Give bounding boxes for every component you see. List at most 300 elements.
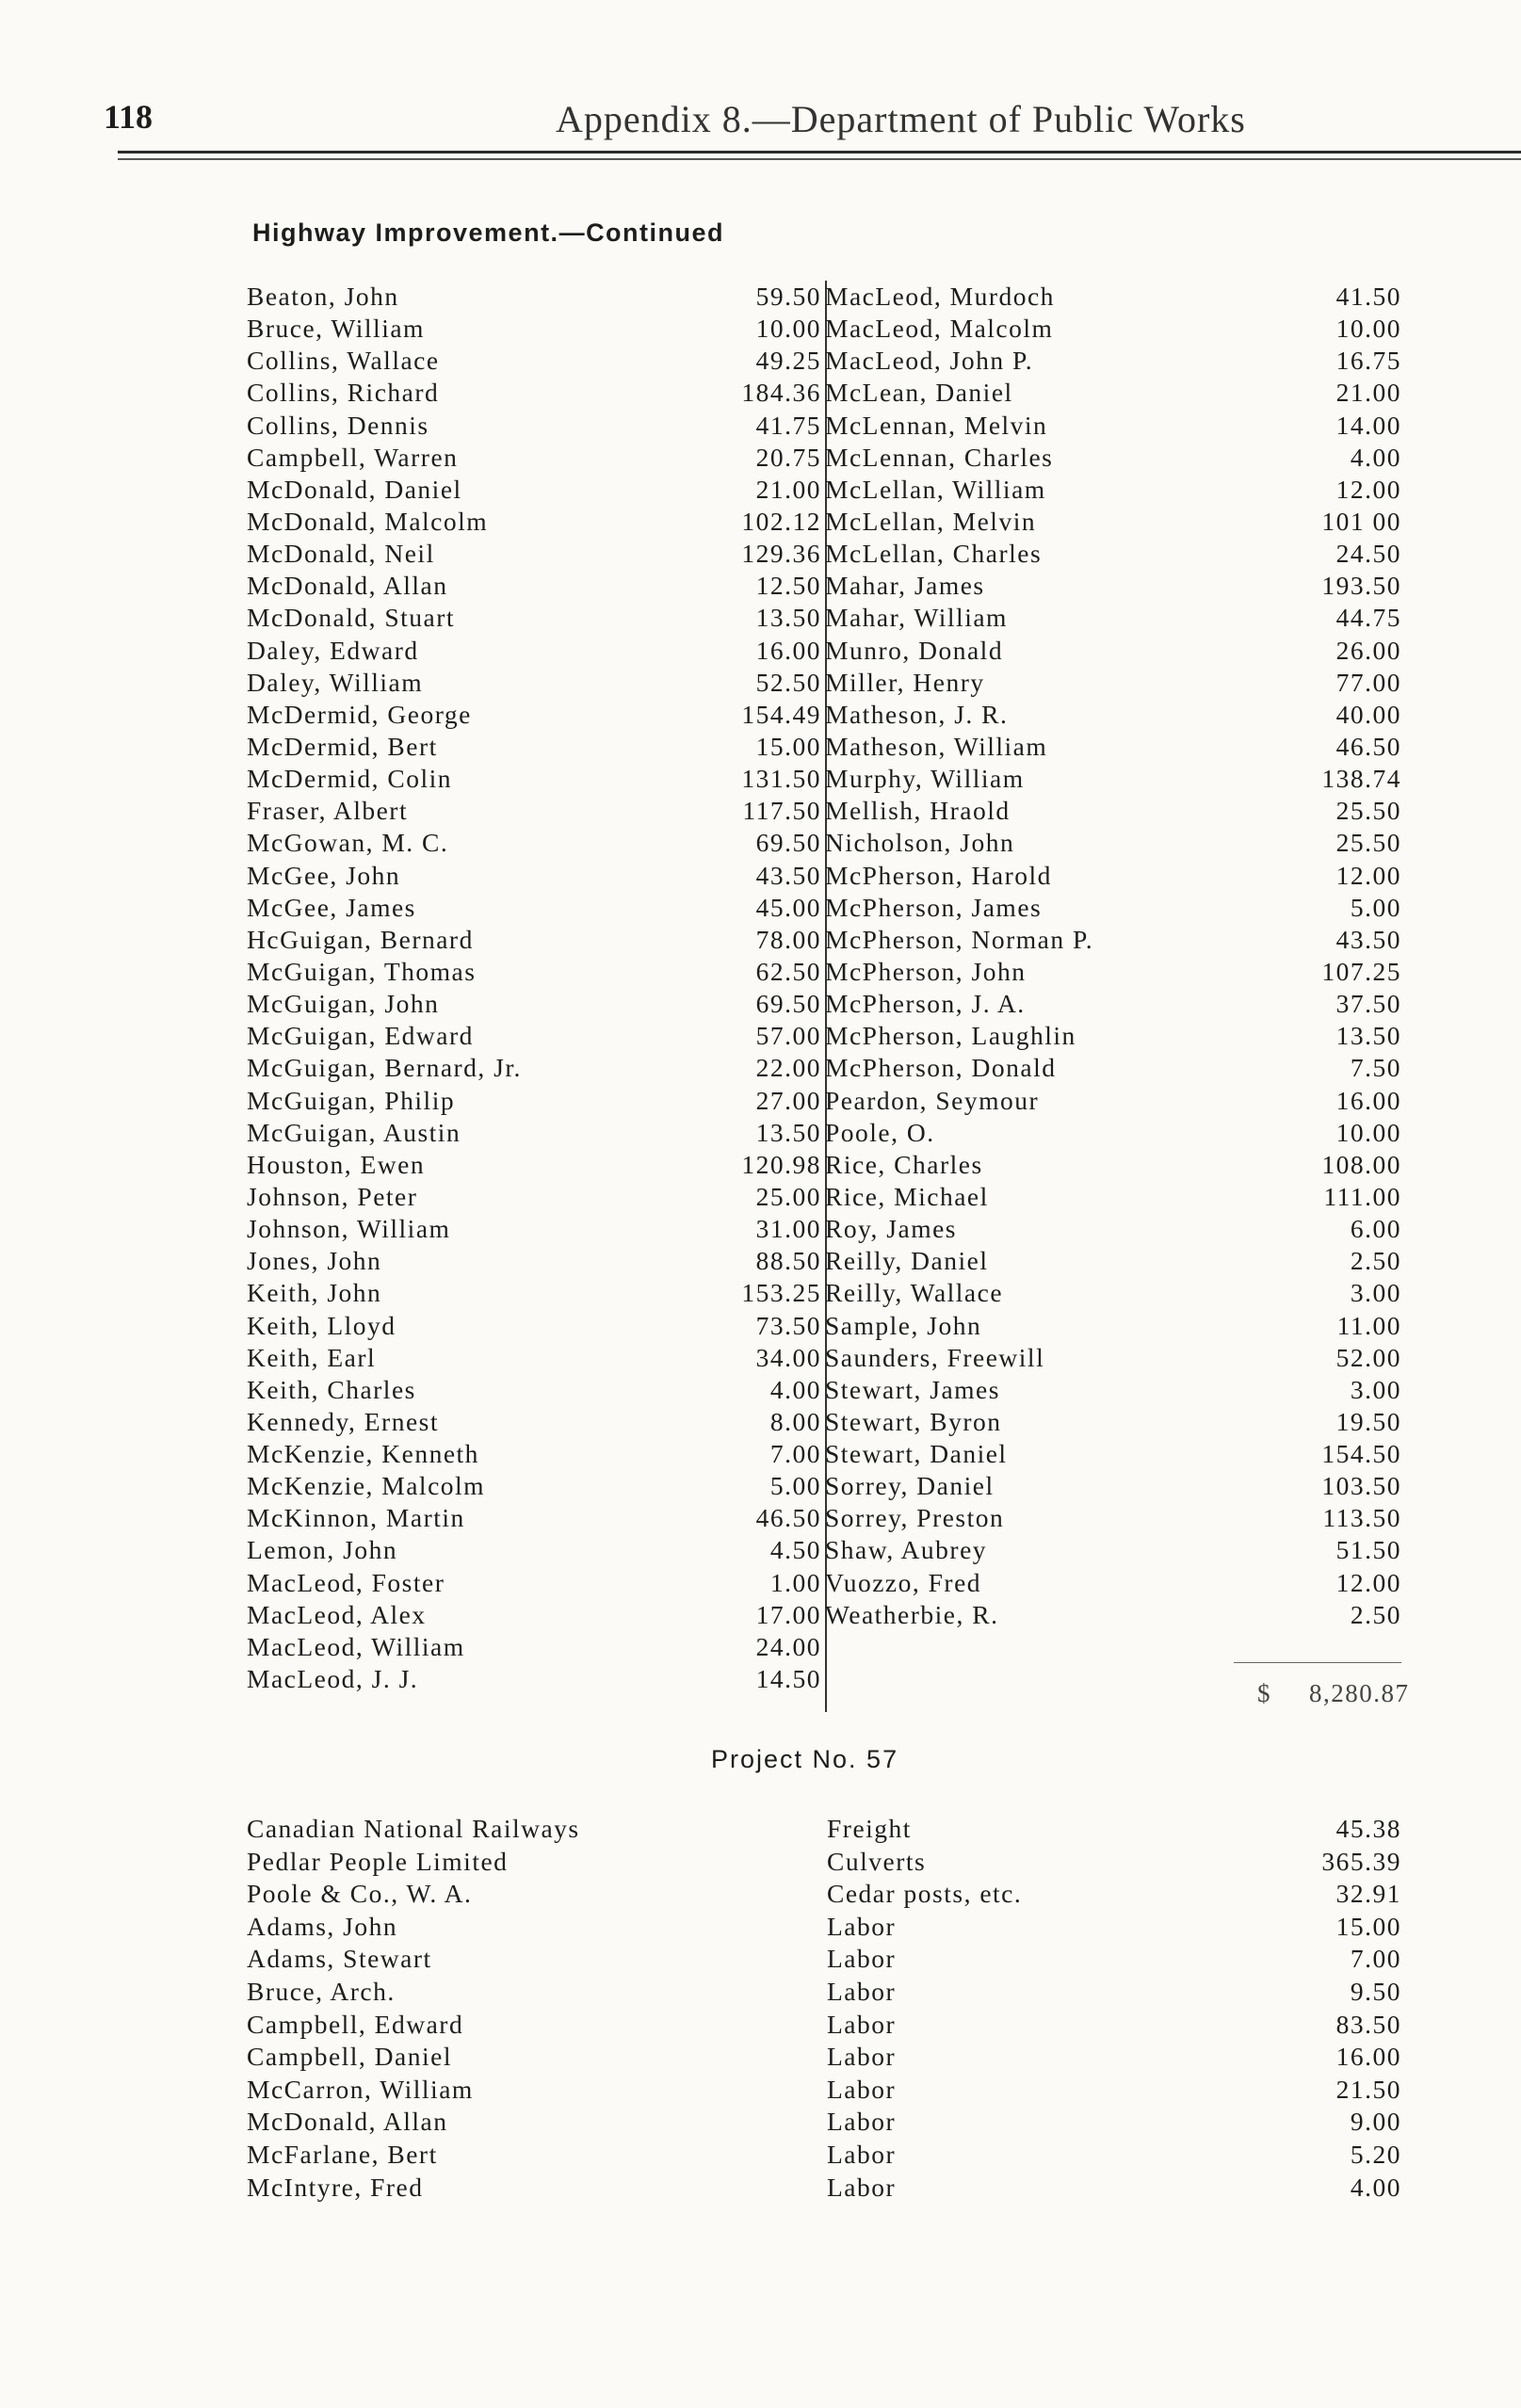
- payee-name: Nicholson, John: [825, 828, 1015, 858]
- amount: 2.50: [1350, 1246, 1401, 1276]
- amount: 108.00: [1321, 1149, 1401, 1179]
- payee-name: McGuigan, Bernard, Jr.: [247, 1053, 522, 1083]
- page-title: Appendix 8.—Department of Public Works: [556, 98, 1246, 140]
- amount: 37.50: [1335, 989, 1401, 1019]
- amount: 83.50: [1335, 2009, 1401, 2039]
- amount: 44.75: [1335, 603, 1401, 633]
- list-item: [247, 1374, 825, 1406]
- list-item: [825, 1085, 1401, 1117]
- amount: 6.00: [1350, 1214, 1401, 1244]
- amount: 5.00: [1350, 892, 1401, 922]
- payee-name: Reilly, Wallace: [825, 1278, 1004, 1308]
- payee-name: Campbell, Edward: [247, 2009, 464, 2039]
- list-item: [825, 1149, 1401, 1181]
- payee-name: McDonald, Stuart: [247, 603, 456, 633]
- payee-name: McKenzie, Kenneth: [247, 1439, 479, 1469]
- payee-name: McPherson, James: [825, 892, 1043, 922]
- list-item: [825, 1567, 1401, 1599]
- amount: 78.00: [755, 924, 821, 954]
- payee-name: MacLeod, Malcolm: [825, 314, 1054, 344]
- list-item: [247, 1149, 825, 1181]
- payee-name: Rice, Charles: [825, 1149, 983, 1179]
- payee-name: McPherson, John: [825, 956, 1027, 986]
- list-item: [825, 410, 1401, 442]
- payee-name: Collins, Richard: [247, 378, 440, 408]
- amount: 19.50: [1335, 1406, 1401, 1436]
- payee-name: Shaw, Aubrey: [825, 1535, 988, 1565]
- list-item: [825, 442, 1401, 474]
- table-row: [247, 1976, 1401, 2009]
- payee-name: MacLeod, William: [247, 1631, 465, 1661]
- table-row: [247, 2139, 1401, 2172]
- amount: 120.98: [741, 1149, 821, 1179]
- amount: 77.00: [1335, 667, 1401, 697]
- amount: 2.50: [1350, 1599, 1401, 1629]
- amount: 16.00: [755, 635, 821, 665]
- payee-name: Murphy, William: [825, 764, 1025, 794]
- payee-name: McDermid, Bert: [247, 731, 438, 761]
- description: Culverts: [827, 1846, 927, 1876]
- amount: 62.50: [755, 956, 821, 986]
- amount: 10.00: [1335, 1117, 1401, 1147]
- payee-name: McDonald, Allan: [247, 2107, 448, 2137]
- page-header: [104, 97, 1521, 154]
- amount: 73.50: [755, 1310, 821, 1340]
- amount: 59.50: [755, 282, 821, 311]
- payee-name: Matheson, William: [825, 731, 1048, 761]
- payee-name: McGuigan, Edward: [247, 1021, 474, 1051]
- description: Labor: [827, 2139, 897, 2169]
- list-item: [247, 892, 825, 924]
- payee-name: McPherson, Norman P.: [825, 924, 1094, 954]
- payee-name: McLennan, Melvin: [825, 410, 1048, 440]
- amount: 16.00: [1335, 2042, 1401, 2072]
- payee-name: McDonald, Malcolm: [247, 506, 489, 536]
- payee-name: McPherson, J. A.: [825, 989, 1026, 1019]
- list-item: [825, 1213, 1401, 1245]
- list-item: [825, 1181, 1401, 1213]
- payee-name: Beaton, John: [247, 282, 399, 311]
- list-item: [247, 956, 825, 988]
- payee-name: McLellan, William: [825, 474, 1046, 504]
- list-item: [825, 377, 1401, 409]
- amount: 9.00: [1350, 2107, 1401, 2137]
- amount: 107.25: [1321, 956, 1401, 986]
- payee-name: Collins, Dennis: [247, 410, 429, 440]
- list-item: [825, 1342, 1401, 1374]
- payee-name: Rice, Michael: [825, 1181, 989, 1211]
- payee-name: Miller, Henry: [825, 667, 985, 697]
- payee-name: McGowan, M. C.: [247, 828, 449, 858]
- amount: 7.00: [1350, 1944, 1401, 1974]
- list-item: [247, 506, 825, 538]
- list-item: [247, 442, 825, 474]
- list-item: [247, 1534, 825, 1566]
- description: Labor: [827, 1911, 897, 1941]
- amount: 24.00: [755, 1631, 821, 1661]
- list-item: [825, 731, 1401, 763]
- amount: 49.25: [755, 346, 821, 376]
- list-item: [825, 924, 1401, 956]
- payee-name: Mellish, Hraold: [825, 796, 1011, 826]
- payee-name: Fraser, Albert: [247, 796, 409, 826]
- amount: 45.00: [755, 892, 821, 922]
- list-item: [247, 1342, 825, 1374]
- payee-name: Johnson, Peter: [247, 1181, 418, 1211]
- list-item: [247, 860, 825, 892]
- list-item: [825, 827, 1401, 859]
- amount: 113.50: [1322, 1503, 1401, 1533]
- list-item: [247, 1470, 825, 1502]
- amount: 154.49: [741, 699, 821, 729]
- table-row: [247, 2009, 1401, 2042]
- payee-name: McLennan, Charles: [825, 442, 1054, 472]
- payee-name: McGuigan, Philip: [247, 1085, 456, 1115]
- list-item: [825, 1470, 1401, 1502]
- description: Labor: [827, 1976, 897, 2006]
- amount: 40.00: [1335, 699, 1401, 729]
- amount: 8.00: [769, 1406, 821, 1436]
- amount: 15.00: [755, 731, 821, 761]
- list-item: [247, 1117, 825, 1149]
- description: Labor: [827, 2042, 897, 2072]
- payee-name: Daley, William: [247, 667, 424, 697]
- payee-name: McLean, Daniel: [825, 378, 1013, 408]
- amount: 12.00: [1335, 860, 1401, 890]
- list-item: [825, 635, 1401, 667]
- payee-name: Bruce, William: [247, 314, 425, 344]
- amount: 41.50: [1335, 282, 1401, 311]
- payee-name: McGuigan, Austin: [247, 1117, 461, 1147]
- list-item: [825, 892, 1401, 924]
- list-item: [247, 1181, 825, 1213]
- amount: 31.00: [755, 1214, 821, 1244]
- table-row: [247, 1911, 1401, 1944]
- amount: 14.50: [755, 1664, 821, 1694]
- list-item: [247, 827, 825, 859]
- payee-name: Bruce, Arch.: [247, 1976, 396, 2006]
- amount: 16.00: [1335, 1085, 1401, 1115]
- amount: 3.00: [1350, 1278, 1401, 1308]
- amount: 11.00: [1336, 1310, 1401, 1340]
- amount: 4.00: [1350, 442, 1401, 472]
- amount: 14.00: [1335, 410, 1401, 440]
- payee-name: Saunders, Freewill: [825, 1342, 1045, 1372]
- payee-name: Stewart, James: [825, 1374, 1000, 1404]
- amount: 69.50: [755, 989, 821, 1019]
- payee-name: Weatherbie, R.: [825, 1599, 999, 1629]
- payee-name: Pedlar People Limited: [247, 1846, 509, 1876]
- payee-name: Keith, Lloyd: [247, 1310, 396, 1340]
- amount: 12.50: [755, 571, 821, 601]
- amount: 12.00: [1335, 474, 1401, 504]
- amount: 4.00: [769, 1374, 821, 1404]
- amount: 25.00: [755, 1181, 821, 1211]
- payee-name: MacLeod, John P.: [825, 346, 1034, 376]
- table-row: [247, 1846, 1401, 1879]
- list-item: [825, 1502, 1401, 1534]
- project-list: [247, 1813, 1401, 2204]
- amount: 3.00: [1350, 1374, 1401, 1404]
- amount: 24.50: [1335, 539, 1401, 569]
- list-item: [247, 667, 825, 699]
- list-item: [825, 506, 1401, 538]
- table-row: [247, 2041, 1401, 2074]
- payee-name: Matheson, J. R.: [825, 699, 1009, 729]
- amount: 13.50: [1335, 1021, 1401, 1051]
- amount: 20.75: [755, 442, 821, 472]
- list-item: [247, 474, 825, 506]
- amount: 45.38: [1335, 1814, 1401, 1843]
- amount: 111.00: [1323, 1181, 1401, 1211]
- list-item: [825, 1374, 1401, 1406]
- list-item: [247, 570, 825, 602]
- payee-name: MacLeod, J. J.: [247, 1664, 419, 1694]
- amount: 4.50: [769, 1535, 821, 1565]
- amount: 10.00: [755, 314, 821, 344]
- payee-name: Adams, John: [247, 1911, 398, 1941]
- amount: 22.00: [755, 1053, 821, 1083]
- list-item: [825, 1117, 1401, 1149]
- payee-name: Stewart, Daniel: [825, 1439, 1008, 1469]
- grand-total: [1257, 1679, 1410, 1708]
- amount: 26.00: [1335, 635, 1401, 665]
- list-item: [825, 1052, 1401, 1084]
- payee-name: McGuigan, Thomas: [247, 956, 477, 986]
- description: Labor: [827, 2172, 897, 2202]
- payee-name: McKenzie, Malcolm: [247, 1471, 486, 1501]
- payee-name: Stewart, Byron: [825, 1406, 1002, 1436]
- list-item: [247, 1213, 825, 1245]
- list-item: [825, 538, 1401, 570]
- list-item: [825, 699, 1401, 731]
- list-item: [247, 1052, 825, 1084]
- list-item: [247, 345, 825, 377]
- payee-name: Daley, Edward: [247, 635, 419, 665]
- list-item: [825, 1406, 1401, 1438]
- amount: 153.25: [741, 1278, 821, 1308]
- description: Freight: [827, 1814, 912, 1843]
- amount: 15.00: [1335, 1911, 1401, 1941]
- payee-name: Mahar, William: [825, 603, 1008, 633]
- payee-name: Sorrey, Preston: [825, 1503, 1005, 1533]
- amount: 10.00: [1335, 314, 1401, 344]
- list-item: [247, 1438, 825, 1470]
- list-item: [825, 345, 1401, 377]
- amount: 13.50: [755, 1117, 821, 1147]
- amount: 57.00: [755, 1021, 821, 1051]
- list-item: [825, 570, 1401, 602]
- payee-name: McIntyre, Fred: [247, 2172, 424, 2202]
- table-row: [247, 2172, 1401, 2205]
- description: Labor: [827, 2009, 897, 2039]
- payee-name: Mahar, James: [825, 571, 985, 601]
- payee-name: McKinnon, Martin: [247, 1503, 465, 1533]
- amount: 193.50: [1321, 571, 1401, 601]
- payee-name: McGuigan, John: [247, 989, 440, 1019]
- amount: 12.00: [1335, 1567, 1401, 1597]
- list-item: [825, 602, 1401, 634]
- list-item: [247, 1663, 825, 1695]
- payee-name: McPherson, Laughlin: [825, 1021, 1076, 1051]
- payee-name: Sorrey, Daniel: [825, 1471, 995, 1501]
- header-rule: [118, 151, 1521, 154]
- amount: 16.75: [1335, 346, 1401, 376]
- page-number: 118: [104, 98, 154, 136]
- list-item: [247, 731, 825, 763]
- amount: 21.00: [755, 474, 821, 504]
- list-item: [247, 281, 825, 313]
- list-item: [825, 1245, 1401, 1277]
- description: Labor: [827, 1944, 897, 1974]
- total-currency: $: [1257, 1679, 1271, 1707]
- list-item: [825, 281, 1401, 313]
- list-item: [825, 988, 1401, 1020]
- amount: 21.50: [1335, 2074, 1401, 2104]
- amount: 34.00: [755, 1342, 821, 1372]
- list-item: [825, 1277, 1401, 1309]
- list-item: [247, 795, 825, 827]
- list-item: [247, 1310, 825, 1342]
- table-row: [247, 1878, 1401, 1911]
- payee-name: Jones, John: [247, 1246, 382, 1276]
- right-column-list: [825, 281, 1401, 1631]
- list-item: [825, 956, 1401, 988]
- amount: 5.00: [769, 1471, 821, 1501]
- list-item: [247, 602, 825, 634]
- list-item: [825, 1438, 1401, 1470]
- amount: 7.00: [769, 1439, 821, 1469]
- payee-name: Lemon, John: [247, 1535, 398, 1565]
- payee-name: Canadian National Railways: [247, 1814, 580, 1843]
- list-item: [825, 795, 1401, 827]
- list-item: [247, 1245, 825, 1277]
- payee-name: Houston, Ewen: [247, 1149, 426, 1179]
- amount: 27.00: [755, 1085, 821, 1115]
- table-row: [247, 2074, 1401, 2107]
- payee-name: McLellan, Charles: [825, 539, 1043, 569]
- list-item: [247, 377, 825, 409]
- list-item: [247, 1567, 825, 1599]
- list-item: [247, 988, 825, 1020]
- list-item: [825, 1534, 1401, 1566]
- payee-name: McPherson, Donald: [825, 1053, 1057, 1083]
- amount: 117.50: [742, 796, 821, 826]
- payee-name: Keith, Earl: [247, 1342, 377, 1372]
- payee-name: HcGuigan, Bernard: [247, 924, 474, 954]
- amount: 1.00: [769, 1567, 821, 1597]
- total-rule: [1234, 1662, 1401, 1663]
- payee-name: Reilly, Daniel: [825, 1246, 989, 1276]
- payee-name: Adams, Stewart: [247, 1944, 432, 1974]
- amount: 32.91: [1335, 1879, 1401, 1909]
- amount: 25.50: [1335, 796, 1401, 826]
- payee-name: Poole & Co., W. A.: [247, 1879, 473, 1909]
- payee-name: Collins, Wallace: [247, 346, 440, 376]
- table-row: [247, 1813, 1401, 1846]
- project-heading: Project No. 57: [711, 1745, 899, 1773]
- payee-name: MacLeod, Murdoch: [825, 282, 1055, 311]
- header-rule-secondary: [118, 158, 1521, 160]
- list-item: [247, 313, 825, 345]
- amount: 5.20: [1350, 2139, 1401, 2169]
- payee-name: Sample, John: [825, 1310, 982, 1340]
- description: Labor: [827, 2107, 897, 2137]
- amount: 46.50: [1335, 731, 1401, 761]
- payee-name: McDonald, Neil: [247, 539, 435, 569]
- amount: 69.50: [755, 828, 821, 858]
- amount: 101 00: [1321, 506, 1401, 536]
- amount: 43.50: [755, 860, 821, 890]
- amount: 41.75: [755, 410, 821, 440]
- amount: 102.12: [741, 506, 821, 536]
- payee-name: McDonald, Daniel: [247, 474, 462, 504]
- section-heading: Highway Improvement.—Continued: [252, 218, 725, 247]
- amount: 131.50: [741, 764, 821, 794]
- payee-name: Keith, Charles: [247, 1374, 416, 1404]
- description: Labor: [827, 2074, 897, 2104]
- list-item: [247, 410, 825, 442]
- payee-name: MacLeod, Foster: [247, 1567, 445, 1597]
- amount: 184.36: [741, 378, 821, 408]
- total-amount: 8,280.87: [1309, 1679, 1410, 1707]
- amount: 365.39: [1321, 1846, 1401, 1876]
- amount: 129.36: [741, 539, 821, 569]
- payee-name: Peardon, Seymour: [825, 1085, 1040, 1115]
- list-item: [247, 1502, 825, 1534]
- amount: 52.00: [1335, 1342, 1401, 1372]
- table-row: [247, 2106, 1401, 2139]
- payee-name: Keith, John: [247, 1278, 382, 1308]
- amount: 88.50: [755, 1246, 821, 1276]
- payee-name: Kennedy, Ernest: [247, 1406, 439, 1436]
- amount: 4.00: [1350, 2172, 1401, 2202]
- amount: 46.50: [755, 1503, 821, 1533]
- list-item: [247, 924, 825, 956]
- payee-name: MacLeod, Alex: [247, 1599, 427, 1629]
- payee-name: McGee, John: [247, 860, 401, 890]
- payee-name: Vuozzo, Fred: [825, 1567, 982, 1597]
- amount: 43.50: [1335, 924, 1401, 954]
- list-item: [825, 474, 1401, 506]
- list-item: [825, 667, 1401, 699]
- amount: 51.50: [1335, 1535, 1401, 1565]
- amount: 138.74: [1321, 764, 1401, 794]
- list-item: [247, 699, 825, 731]
- payee-name: McGee, James: [247, 892, 416, 922]
- payee-name: McFarlane, Bert: [247, 2139, 438, 2169]
- payee-name: McDermid, Colin: [247, 764, 453, 794]
- amount: 52.50: [755, 667, 821, 697]
- list-item: [247, 1599, 825, 1631]
- payee-name: Poole, O.: [825, 1117, 935, 1147]
- list-item: [247, 1020, 825, 1052]
- list-item: [825, 1599, 1401, 1631]
- table-row: [247, 1943, 1401, 1976]
- payee-name: Johnson, William: [247, 1214, 451, 1244]
- left-column-list: [247, 281, 825, 1695]
- payee-name: McPherson, Harold: [825, 860, 1052, 890]
- amount: 7.50: [1350, 1053, 1401, 1083]
- list-item: [825, 860, 1401, 892]
- amount: 13.50: [755, 603, 821, 633]
- list-item: [825, 1310, 1401, 1342]
- list-item: [247, 1406, 825, 1438]
- payee-name: Munro, Donald: [825, 635, 1004, 665]
- list-item: [247, 538, 825, 570]
- amount: 103.50: [1321, 1471, 1401, 1501]
- amount: 21.00: [1335, 378, 1401, 408]
